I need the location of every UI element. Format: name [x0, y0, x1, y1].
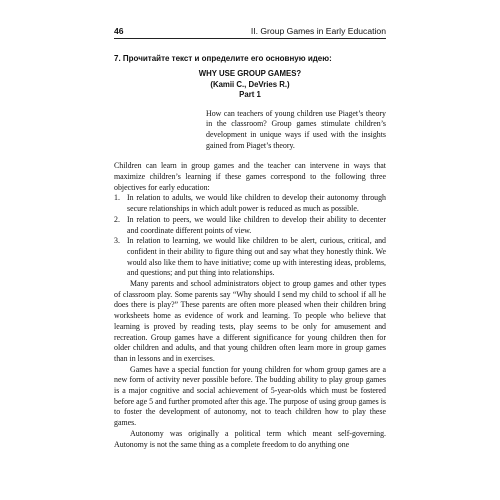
epigraph: How can teachers of young children use Piaget’s theory in the classroom? Group games stimulate children’s development in unique ways if used with the insights gained from Piaget’s theory.: [206, 108, 386, 150]
article-part: Part 1: [239, 90, 261, 99]
intro-paragraph: Children can learn in group games and the teacher can intervene in ways that maximize children’s learning if these games correspond to the following three objectives for early education:: [114, 161, 386, 192]
page-number: 46: [114, 26, 124, 36]
running-head: II. Group Games in Early Education: [250, 26, 386, 36]
objectives-list: [114, 193, 386, 279]
list-item-text: In relation to learning, we would like children to be alert, curious, critical, and confident in their ability to figure thing out and say what they honestly think. We would also like them to have initiative; come up with interesting ideas, problems, and questions; and put thing into relationships.: [127, 236, 386, 278]
body-paragraph: Games have a special function for young children for whom group games are a new form of activity never possible before. The budding ability to play group games is a major cognitive and social achievement of 5-year-olds which must be fostered before age 5 and further promoted after this age. The purpose of using group games is to foster the development of autonomy, not to teach children how to play these games.: [114, 364, 386, 428]
page-header: [114, 26, 386, 39]
list-item-number: 3.: [114, 236, 120, 246]
list-item: [114, 236, 386, 279]
list-item: [114, 215, 386, 236]
article-title-block: [114, 69, 386, 101]
body-paragraph: Many parents and school administrators object to group games and other types of classroom play. Some parents say “Why should I send my child to school if all he does there is play?” These parents are often more pleased when their children bring worksheets home as evidence of work and learning. To people who believe that learning is proved by reading tests, play seems to be only for amusement and recreation. Group games have a different significance for young children then for older children and adults, and that young children often learn more in group games than in lessons and in exercises.: [114, 279, 386, 363]
body-paragraph: Autonomy was originally a political term which meant self-governing. Autonomy is not the same thing as a complete freedom to do anything one: [114, 428, 386, 449]
article-title: WHY USE GROUP GAMES?: [198, 69, 302, 78]
book-page: [114, 26, 386, 450]
list-item-number: 2.: [114, 214, 120, 224]
article-authors: (Kamii C., DeVries R.): [210, 79, 290, 89]
list-item: [114, 193, 386, 214]
exercise-instruction: 7. Прочитайте текст и определите его основную идею:: [114, 54, 332, 63]
article-body: [114, 161, 386, 450]
list-item-number: 1.: [114, 193, 120, 203]
list-item-text: In relation to peers, we would like children to develop their ability to decenter and coordinate different points of view.: [127, 214, 386, 235]
list-item-text: In relation to adults, we would like children to develop their autonomy through secure relationships in which adult power is reduced as much as possible.: [127, 193, 386, 214]
